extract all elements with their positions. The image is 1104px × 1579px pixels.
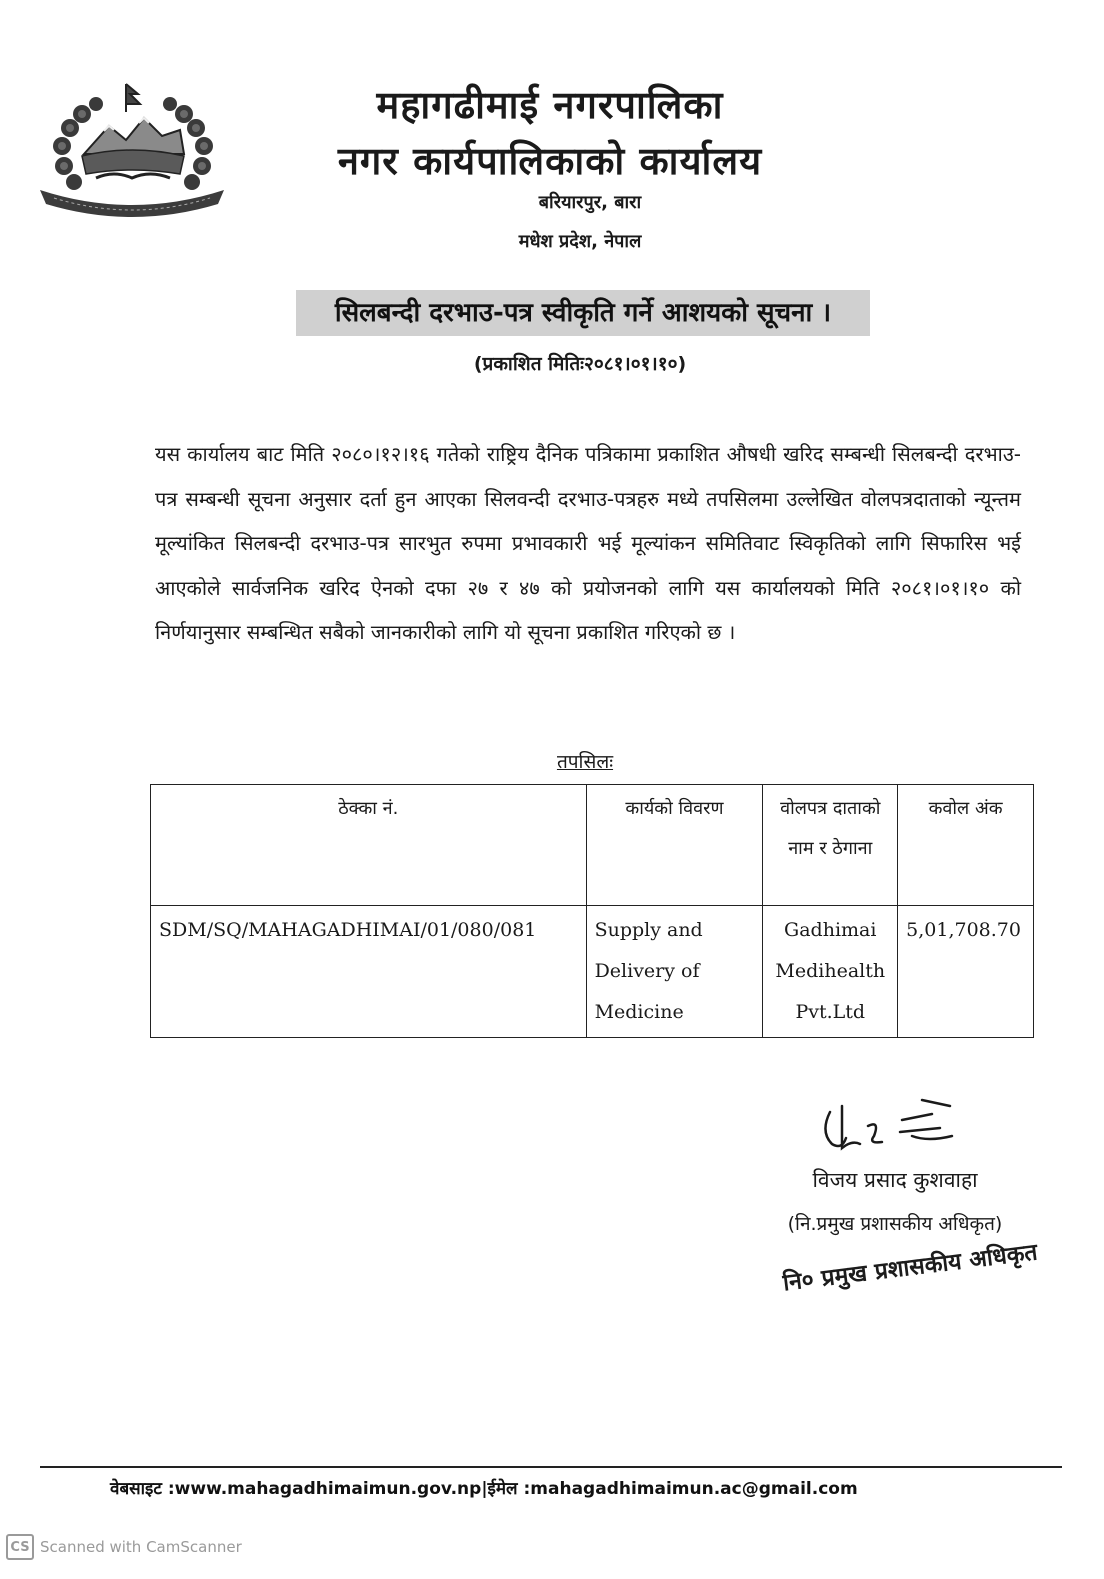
signer-name: विजय प्रसाद कुशवाहा: [812, 1168, 978, 1192]
nepal-emblem-icon: [34, 74, 230, 220]
cell-bid-amount: 5,01,708.70: [898, 906, 1034, 1038]
notice-title: सिलबन्दी दरभाउ-पत्र स्वीकृति गर्ने आशयको सूचना ।: [296, 290, 870, 336]
office-name: नगर कार्यपालिकाको कार्यालय: [337, 139, 763, 183]
table-row: [151, 906, 1034, 1038]
official-stamp: नि० प्रमुख प्रशासकीय अधिकृत: [781, 1239, 1039, 1297]
notice-body: यस कार्यालय बाट मिति २०८०।१२।१६ गतेको राष्ट्रिय दैनिक पत्रिकामा प्रकाशित औषधी खरिद सम्बन्धी सिलबन्दी दरभाउ-पत्र सम्बन्धी सूचना अनुसार दर्ता हुन आएका सिलवन्दी दरभाउ-पत्रहरु मध्ये तपसिलमा उल्लेखित वोलपत्रदाताको न्यून्तम मूल्यांकित सिलबन्दी दरभाउ-पत्र सारभुत रुपमा प्रभावकारी भई मूल्यांकन समितिवाट स्विकृतिको लागि सिफारिस भई आएकोले सार्वजनिक खरिद ऐनको दफा २७ र ४७ को प्रयोजनको लागि यस कार्यालयको मिति २०८१।०१।१० को निर्णयानुसार सम्बन्धित सबैको जानकारीको लागि यो सूचना प्रकाशित गरिएको छ ।: [155, 442, 1021, 645]
cell-contract-no: SDM/SQ/MAHAGADHIMAI/01/080/081: [151, 906, 587, 1038]
camscanner-logo-icon: CS: [6, 1534, 34, 1560]
signer-title: (नि.प्रमुख प्रशासकीय अधिकृत): [787, 1213, 1003, 1235]
cell-bidder: Gadhimai Medihealth Pvt.Ltd: [763, 906, 898, 1038]
address-line-2: मधेश प्रदेश, नेपाल: [518, 231, 642, 252]
signature-icon: [812, 1092, 962, 1162]
address-line-1: बरियारपुर, बारा: [538, 192, 642, 213]
publish-date: (प्रकाशित मितिः२०८१।०१।१०): [473, 353, 687, 375]
header-bidder: वोलपत्र दाताको नाम र ठेगाना: [763, 785, 898, 906]
municipality-name: महागढीमाई नगरपालिका: [376, 83, 724, 127]
schedule-label: तपसिलः: [556, 751, 614, 773]
header-description: कार्यको विवरण: [586, 785, 763, 906]
scanner-label: Scanned with CamScanner: [40, 1538, 242, 1556]
footer-contact: वेबसाइट :www.mahagadhimaimun.gov.np|ईमेल :mahagadhimaimun.ac@gmail.com: [110, 1479, 858, 1499]
scanner-watermark: [6, 1534, 242, 1560]
header-contract-no: ठेक्का नं.: [151, 785, 587, 906]
table-header-row: [151, 785, 1034, 906]
footer-divider: [40, 1466, 1062, 1468]
header-bid-amount: कवोल अंक: [898, 785, 1034, 906]
cell-description: Supply and Delivery of Medicine: [586, 906, 763, 1038]
schedule-table: [150, 784, 1034, 1038]
